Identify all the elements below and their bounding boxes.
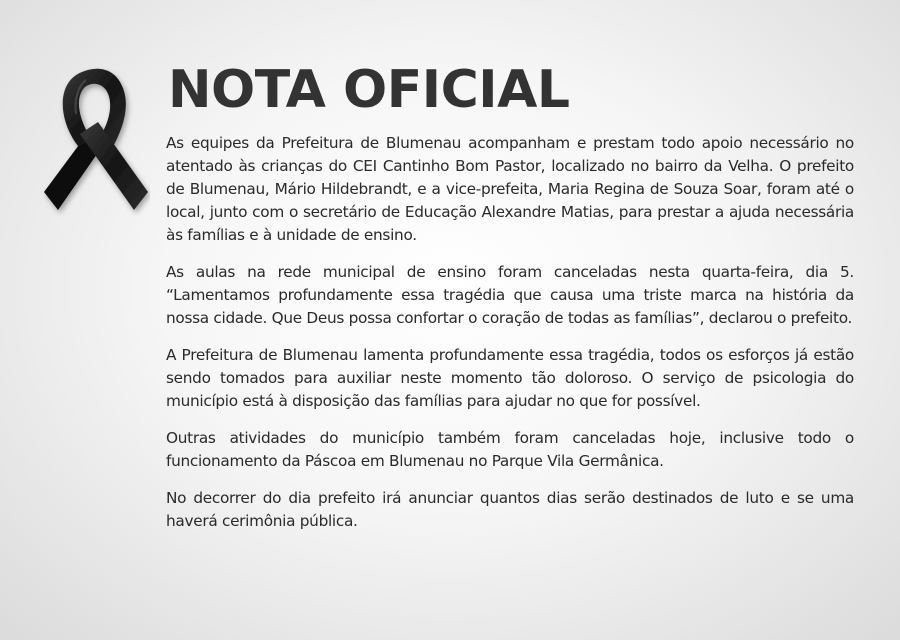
notice-paragraph-3: A Prefeitura de Blumenau lamenta profundamente essa tragédia, todos os esforços já estão sendo tomados para auxiliar neste momento tão doloroso. O serviço de psicologia do município está à disposição das famílias para ajudar no que for possível. [166,346,854,410]
notice-paragraph-5: No decorrer do dia prefeito irá anunciar quantos dias serão destinados de luto e se uma haverá cerimônia pública. [166,489,854,530]
notice-body [166,132,854,547]
notice-paragraph-4: Outras atividades do município também foram canceladas hoje, inclusive todo o funcionamento da Páscoa em Blumenau no Parque Vila Germânica. [166,429,854,470]
notice-title: NOTA OFICIAL [168,60,570,120]
mourning-ribbon-icon [40,60,150,230]
notice-paragraph-2: As aulas na rede municipal de ensino foram canceladas nesta quarta-feira, dia 5. “Lamentamos profundamente essa tragédia que causa uma triste marca na história da nossa cidade. Que Deus possa confortar o coração de todas as famílias”, declarou o prefeito. [166,263,854,327]
notice-paragraph-1: As equipes da Prefeitura de Blumenau acompanham e prestam todo apoio necessário no atentado às crianças do CEI Cantinho Bom Pastor, localizado no bairro da Velha. O prefeito de Blumenau, Mário Hildebrandt, e a vice-prefeita, Maria Regina de Souza Soar, foram até o local, junto com o secretário de Educação Alexandre Matias, para prestar a ajuda necessária às famílias e à unidade de ensino. [166,134,854,244]
